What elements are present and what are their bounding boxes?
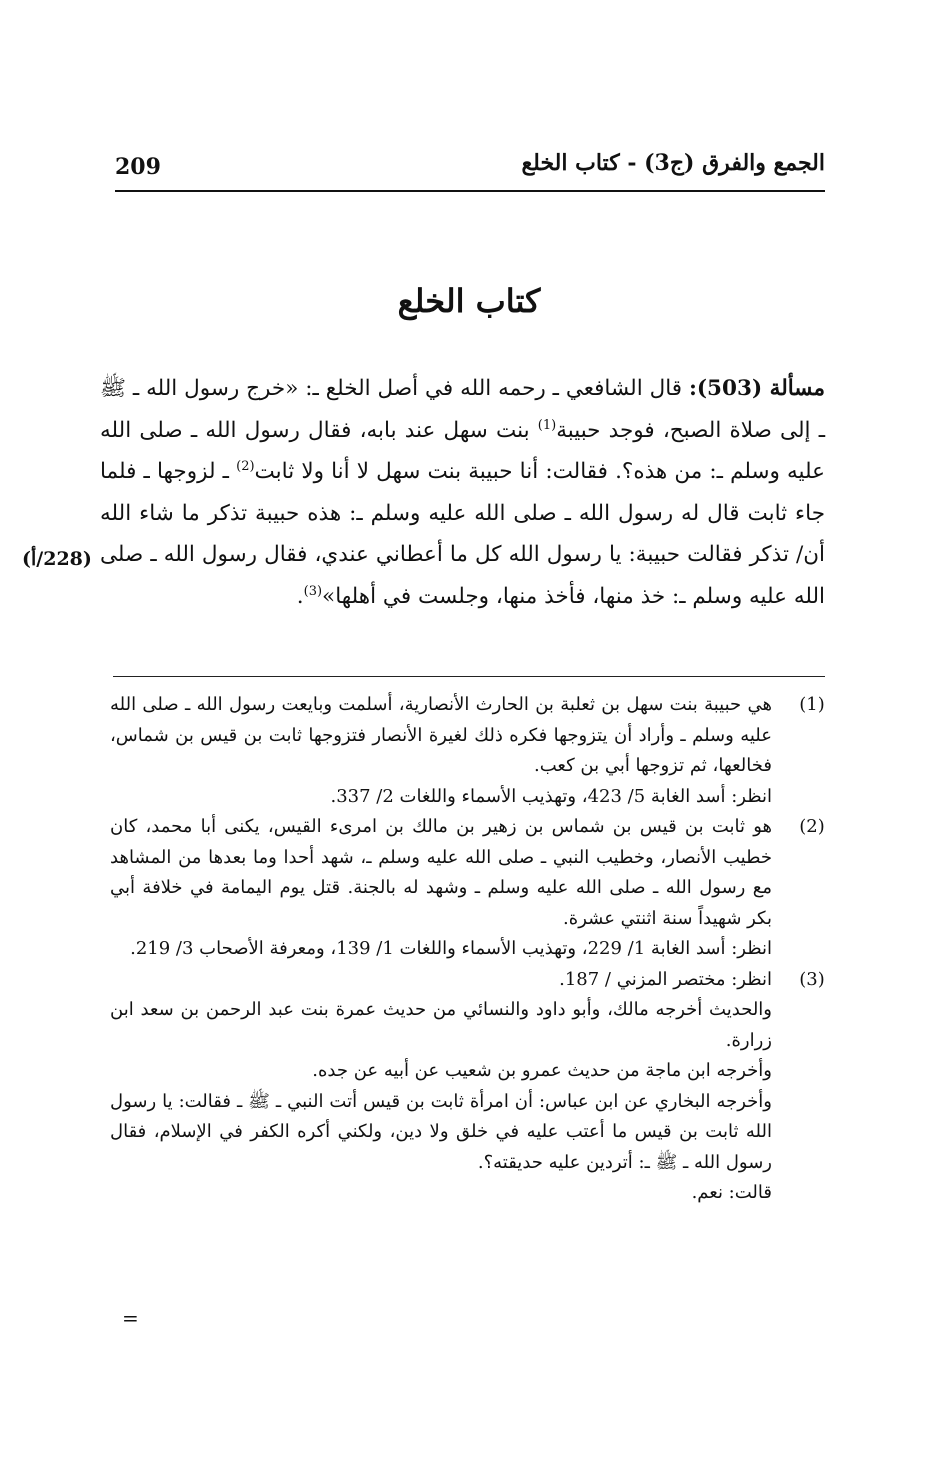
- header-rule: [115, 190, 825, 192]
- manuscript-folio-note: (228/أ): [22, 548, 92, 570]
- footnote-ref-2[interactable]: (2): [236, 459, 255, 474]
- footnote-line: انظر: أسد الغابة 1/ 229، وتهذيب الأسماء واللغات 1/ 139، ومعرفة الأصحاب 3/ 219.: [130, 938, 772, 959]
- issue-text-part-1: قال الشافعي ـ رحمه الله في أصل الخلع ـ: «خرج رسول الله ـ ﷺ ـ إلى صلاة الصبح، فوجد حبيبة: [100, 376, 825, 443]
- footnote-line: هي حبيبة بنت سهل بن ثعلبة بن الحارث الأنصارية، أسلمت وبايعت رسول الله ـ صلى الله عليه وسلم ـ وأراد أن يتزوجها فكره ذلك لغيرة الأنصار فتزوجها ثابت بن قيس بن شماس، فخالعها، ثم تزوجها أبي بن كعب.: [110, 694, 772, 776]
- issue-text-part-2: بنت سهل عند بابه، فقال رسول الله ـ صلى الله عليه وسلم ـ: من هذه؟. فقالت: أنا حبيبة بنت سهل لا أنا ولا ثابت: [100, 417, 825, 484]
- footnotes: [110, 690, 832, 1209]
- footnote-number: (1): [799, 694, 825, 715]
- footnote-number: (2): [799, 816, 825, 837]
- issue-label: مسألة (503):: [688, 376, 825, 401]
- footnote-line: انظر: مختصر المزني / 187.: [559, 968, 772, 990]
- footnote-line: انظر: أسد الغابة 5/ 423، وتهذيب الأسماء واللغات 2/ 337.: [330, 785, 772, 807]
- footnote-line: هو ثابت بن قيس بن شماس بن زهير بن مالك بن امرىء القيس، يكنى أبا محمد، كان خطيب الأنصار، وخطيب النبي ـ صلى الله عليه وسلم ـ، شهد أحدا وما بعدها من المشاهد مع رسول الله ـ صلى الله عليه وسلم ـ وشهد له بالجنة. قتل يوم اليمامة في خلافة أبي بكر شهيداً سنة اثنتي عشرة.: [110, 816, 772, 929]
- footnote-2: [110, 812, 832, 965]
- continuation-mark: =: [122, 1306, 139, 1330]
- footnote-line: وأخرجه البخاري عن ابن عباس: أن امرأة ثابت بن قيس أتت النبي ـ ﷺ ـ فقالت: يا رسول الله ثابت بن قيس ما أعتب عليه في خلق ولا دين، ولكني أكره الكفر في الإسلام، فقال رسول الله ـ ﷺ ـ: أتردين عليه حديقته؟.: [110, 1090, 772, 1173]
- issue-body: [100, 368, 825, 617]
- issue-text-part-3: ـ لزوجها ـ فلما جاء ثابت قال له رسول الله ـ صلى الله عليه وسلم ـ: هذه حبيبة تذكر ما شاء الله أن/ تذكر فقالت حبيبة: يا رسول الله كل ما أعطاني عندي، فقال رسول الله ـ صلى الله عليه وسلم ـ: خذ منها، فأخذ منها، وجلست في أهلها»: [100, 459, 825, 609]
- footnote-line: وأخرجه ابن ماجة من حديث عمرو بن شعيب عن أبيه عن جده.: [312, 1060, 772, 1081]
- running-header: [115, 150, 825, 190]
- footnote-3: [110, 965, 832, 1209]
- issue-paragraph: [100, 368, 825, 617]
- chapter-title: كتاب الخلع: [397, 282, 541, 320]
- issue-text-end: .: [296, 583, 304, 609]
- footnote-ref-3[interactable]: (3): [303, 583, 323, 599]
- footnote-separator: [113, 676, 825, 677]
- footnote-1: [110, 690, 832, 812]
- running-title: الجمع والفرق (ج3) - كتاب الخلع: [521, 150, 825, 176]
- footnote-number: (3): [799, 968, 825, 990]
- footnote-line: والحديث أخرجه مالك، وأبو داود والنسائي من حديث عمرة بنت عبد الرحمن بن سعد ابن زرارة.: [110, 999, 772, 1051]
- footnote-line: قالت: نعم.: [691, 1182, 772, 1203]
- page-number: 209: [115, 154, 161, 180]
- footnote-ref-1[interactable]: (1): [537, 417, 557, 433]
